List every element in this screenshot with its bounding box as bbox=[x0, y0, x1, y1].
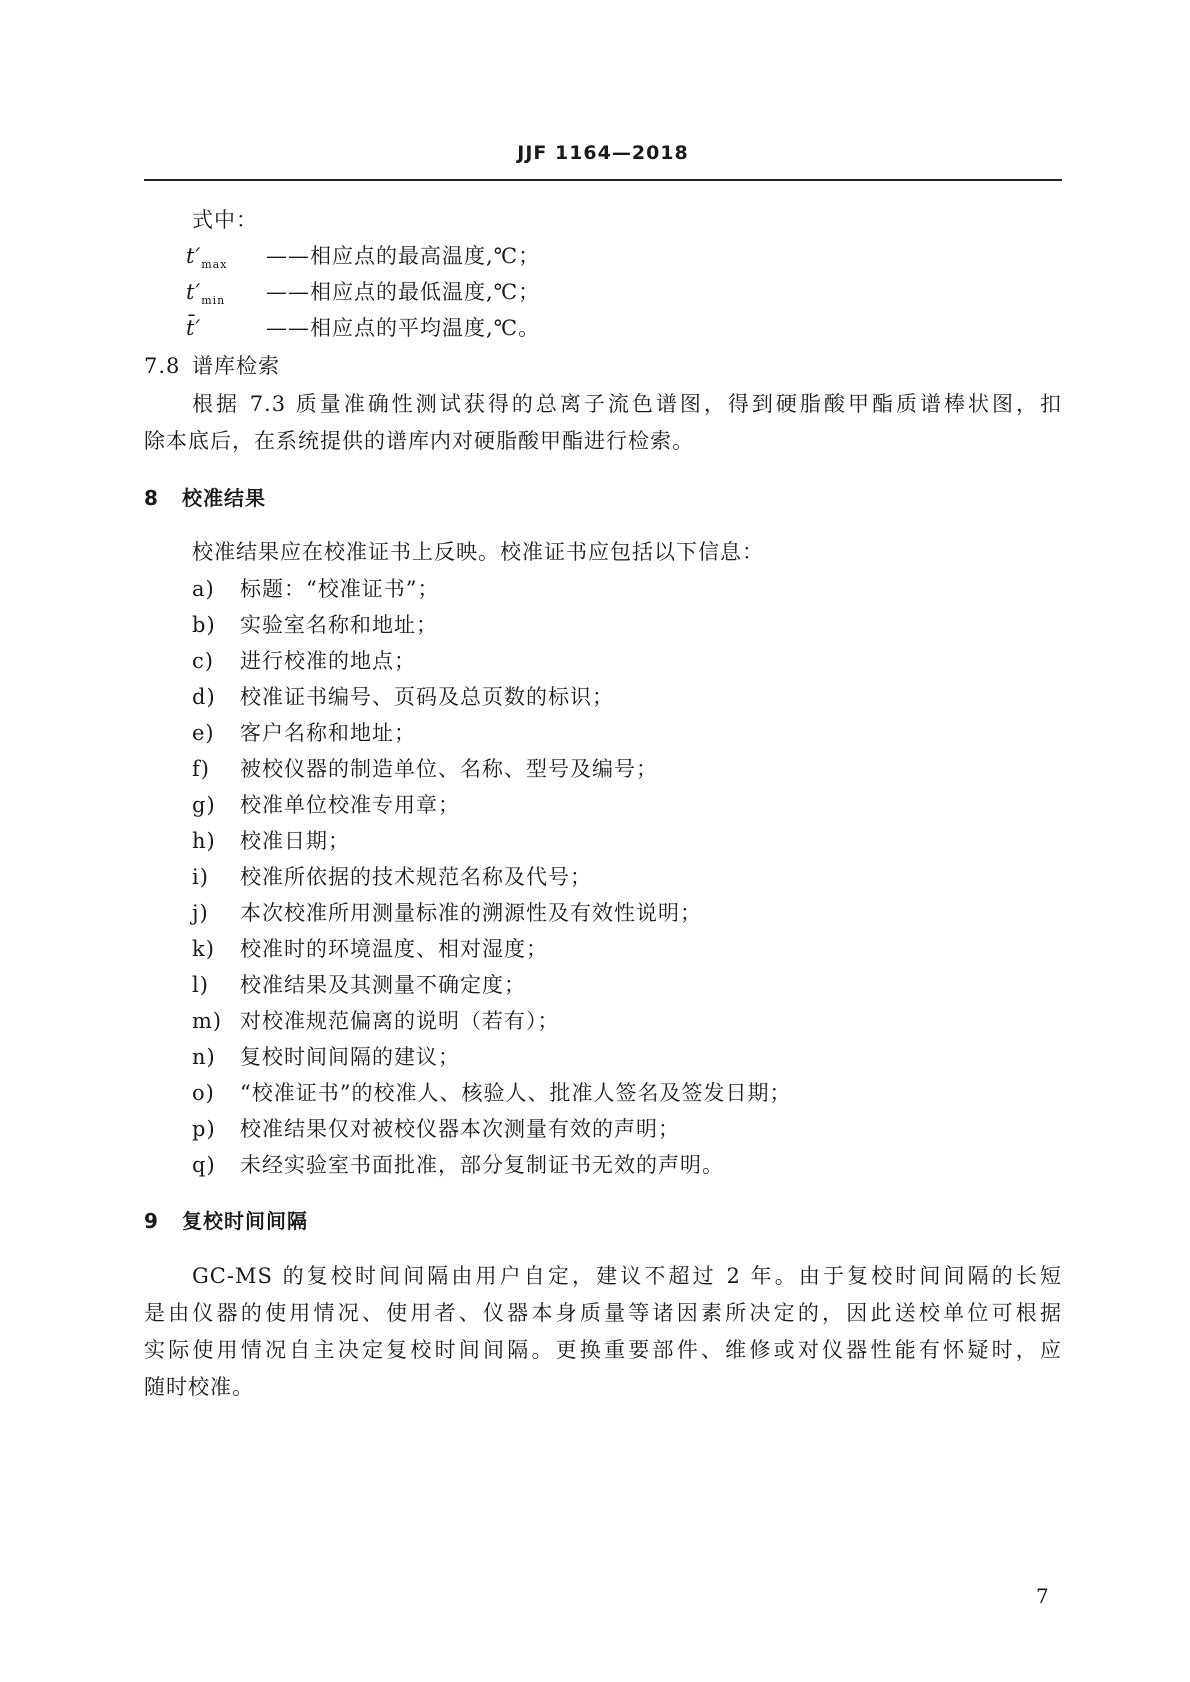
where-item-tavg bbox=[186, 314, 540, 342]
where-desc: ——相应点的平均温度,℃。 bbox=[266, 316, 541, 340]
section-7-8-line-1: 根据 7.3 质量准确性测试获得的总离子流色谱图，得到硬脂酸甲酯质谱棒状图，扣 bbox=[192, 392, 1062, 416]
list-item: k) 校准时的环境温度、相对湿度； bbox=[192, 937, 548, 961]
list-item: c) 进行校准的地点； bbox=[192, 649, 416, 673]
list-item: b) 实验室名称和地址； bbox=[192, 613, 438, 637]
list-item: p) 校准结果仅对被校仪器本次测量有效的声明； bbox=[192, 1117, 680, 1141]
list-item: n) 复校时间间隔的建议； bbox=[192, 1045, 460, 1069]
list-item: e) 客户名称和地址； bbox=[192, 721, 416, 745]
section-number: 9 bbox=[144, 1209, 159, 1233]
page-number: 7 bbox=[1036, 1584, 1049, 1608]
list-item: o) “校准证书”的校准人、核验人、批准人签名及签发日期； bbox=[192, 1081, 792, 1105]
section-9-heading bbox=[144, 1207, 308, 1235]
where-desc: ——相应点的最高温度,℃； bbox=[266, 244, 541, 268]
list-item: m) 对校准规范偏离的说明（若有）； bbox=[192, 1009, 560, 1033]
list-item: h) 校准日期； bbox=[192, 829, 350, 853]
list-item: g) 校准单位校准专用章； bbox=[192, 793, 460, 817]
list-item: l) 校准结果及其测量不确定度； bbox=[192, 973, 526, 997]
where-item-tmin bbox=[186, 278, 540, 315]
section-title: 校准结果 bbox=[182, 486, 266, 510]
list-item: i) 校准所依据的技术规范名称及代号； bbox=[192, 865, 592, 889]
section-title: 复校时间间隔 bbox=[182, 1209, 308, 1233]
section-7-8-line-2: 除本底后，在系统提供的谱库内对硬脂酸甲酯进行检索。 bbox=[144, 429, 694, 453]
section-number: 7.8 bbox=[144, 354, 181, 378]
section-9-line-1: GC-MS 的复校时间间隔由用户自定，建议不超过 2 年。由于复校时间间隔的长短 bbox=[192, 1264, 1062, 1288]
section-number: 8 bbox=[144, 486, 159, 510]
symbol-tmin: $t'_{min}$ bbox=[186, 280, 226, 308]
list-item: j) 本次校准所用测量标准的溯源性及有效性说明； bbox=[192, 901, 702, 925]
list-item: a) 标题：“校准证书”； bbox=[192, 577, 440, 601]
running-header: JJF 1164—2018 bbox=[517, 142, 689, 164]
section-9-line-3: 实际使用情况自主决定复校时间间隔。更换重要部件、维修或对仪器性能有怀疑时，应 bbox=[144, 1338, 1062, 1362]
section-title: 谱库检索 bbox=[192, 354, 280, 378]
section-8-heading bbox=[144, 484, 266, 512]
section-9-line-4: 随时校准。 bbox=[144, 1375, 254, 1399]
symbol-tmax: $t'_{max}$ bbox=[186, 244, 228, 272]
header-rule bbox=[144, 179, 1062, 181]
where-desc: ——相应点的最低温度,℃； bbox=[266, 280, 541, 304]
section-9-line-2: 是由仪器的使用情况、使用者、仪器本身质量等诸因素所决定的，因此送校单位可根据 bbox=[144, 1301, 1062, 1325]
list-item: q) 未经实验室书面批准，部分复制证书无效的声明。 bbox=[192, 1153, 724, 1177]
list-item: d) 校准证书编号、页码及总页数的标识； bbox=[192, 685, 614, 709]
list-item: f) 被校仪器的制造单位、名称、型号及编号； bbox=[192, 757, 658, 781]
where-item-tmax bbox=[186, 242, 540, 279]
where-intro: 式中： bbox=[192, 208, 258, 232]
symbol-tavg: t̄′ bbox=[186, 316, 202, 340]
section-8-intro: 校准结果应在校准证书上反映。校准证书应包括以下信息： bbox=[192, 540, 764, 564]
section-7-8-heading bbox=[144, 352, 280, 380]
